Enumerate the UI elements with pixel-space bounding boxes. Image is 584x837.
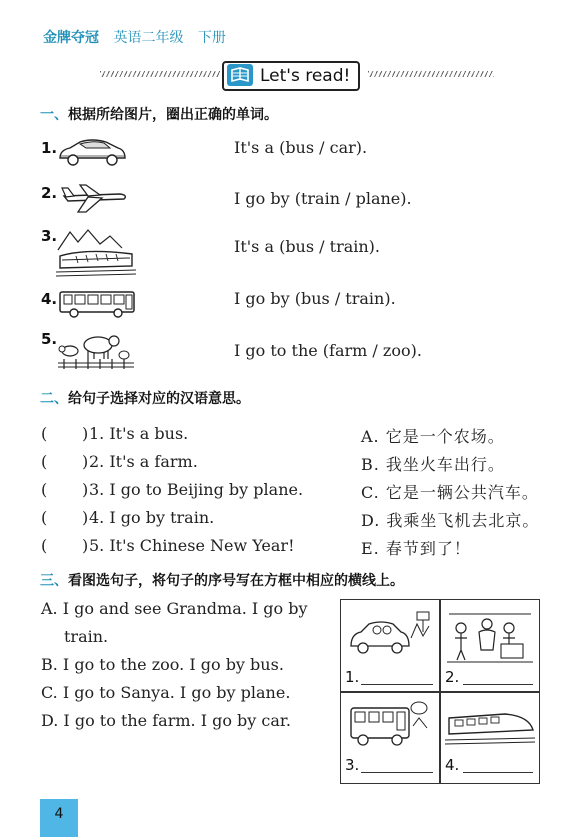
farm-icon (56, 329, 136, 375)
section2-title (40, 388, 250, 408)
car-icon (56, 136, 128, 172)
english-sentence: 5. It's Chinese New Year! (89, 536, 295, 555)
bus-icon (58, 290, 136, 322)
item5-sentence: I go to the (farm / zoo). (234, 341, 422, 360)
item1-label: 1. (41, 139, 58, 157)
answer-paren-close: ) (82, 536, 89, 555)
item4-sentence: I go by (bus / train). (234, 289, 396, 308)
station-scene-icon (447, 604, 533, 668)
answer-paren-open: ( (41, 424, 48, 443)
item3-label: 3. (41, 227, 58, 245)
section3-number: 三、 (40, 573, 68, 589)
bullet-train-icon (445, 704, 535, 752)
banner-hatch-left (100, 71, 220, 77)
banner-title: Let's read! (260, 66, 351, 86)
brand-name: 金牌夺冠 (43, 30, 99, 46)
english-sentence: 1. It's a bus. (89, 424, 189, 443)
answer-line-1[interactable] (361, 684, 433, 685)
option-a-continued: train. (64, 627, 109, 646)
item2-label: 2. (41, 184, 58, 202)
section3-title (40, 570, 404, 590)
item2-sentence: I go by (train / plane). (234, 189, 412, 208)
cell2-label: 2. (445, 668, 460, 686)
chinese-meaning: A. 它是一个农场。 (361, 427, 505, 446)
chinese-meaning: E. 春节到了！ (361, 539, 471, 558)
item4-label: 4. (41, 290, 58, 308)
chinese-meaning: D. 我乘坐飞机去北京。 (361, 511, 540, 530)
train-icon (56, 226, 136, 282)
plane-icon (58, 182, 130, 218)
item3-sentence: It's a (bus / train). (234, 237, 380, 256)
cell3-label: 3. (345, 756, 360, 774)
answer-paren-open: ( (41, 452, 48, 471)
answer-paren-open: ( (41, 536, 48, 555)
banner-hatch-right (368, 71, 494, 77)
chinese-meaning: B. 我坐火车出行。 (361, 455, 505, 474)
answer-line-3[interactable] (361, 772, 433, 773)
english-sentence: 2. It's a farm. (89, 452, 198, 471)
chinese-meaning: C. 它是一辆公共汽车。 (361, 483, 539, 502)
option-c: C. I go to Sanya. I go by plane. (41, 683, 291, 702)
answer-paren-close: ) (82, 452, 89, 471)
section3-instruction: 看图选句子，将句子的序号写在方框中相应的横线上。 (68, 573, 404, 589)
lets-read-banner (222, 61, 360, 91)
section2-instruction: 给句子选择对应的汉语意思。 (68, 391, 250, 407)
book-icon (227, 64, 253, 86)
volume-label: 下册 (197, 30, 226, 46)
answer-paren-close: ) (82, 480, 89, 499)
section1-instruction: 根据所给图片，圈出正确的单词。 (68, 107, 278, 123)
car-scene-icon (347, 606, 433, 662)
grade-subtitle: 英语二年级 (113, 30, 184, 46)
book-header (43, 27, 226, 47)
answer-paren-close: ) (82, 424, 89, 443)
answer-paren-open: ( (41, 508, 48, 527)
answer-paren-close: ) (82, 508, 89, 527)
section2-number: 二、 (40, 391, 68, 407)
option-d: D. I go to the farm. I go by car. (41, 711, 291, 730)
option-b: B. I go to the zoo. I go by bus. (41, 655, 284, 674)
answer-line-2[interactable] (463, 684, 533, 685)
section1-number: 一、 (40, 107, 68, 123)
answer-paren-open: ( (41, 480, 48, 499)
cell4-label: 4. (445, 756, 460, 774)
item1-sentence: It's a (bus / car). (234, 138, 368, 157)
item5-label: 5. (41, 330, 58, 348)
page-number: 4 (40, 799, 78, 837)
cell1-label: 1. (345, 668, 360, 686)
option-a: A. I go and see Grandma. I go by (41, 599, 308, 618)
grid-divider-horizontal (341, 691, 539, 693)
english-sentence: 4. I go by train. (89, 508, 215, 527)
bus-scene-icon (347, 698, 435, 752)
english-sentence: 3. I go to Beijing by plane. (89, 480, 304, 499)
picture-grid (340, 599, 540, 784)
section1-title (40, 104, 278, 124)
answer-line-4[interactable] (463, 772, 533, 773)
